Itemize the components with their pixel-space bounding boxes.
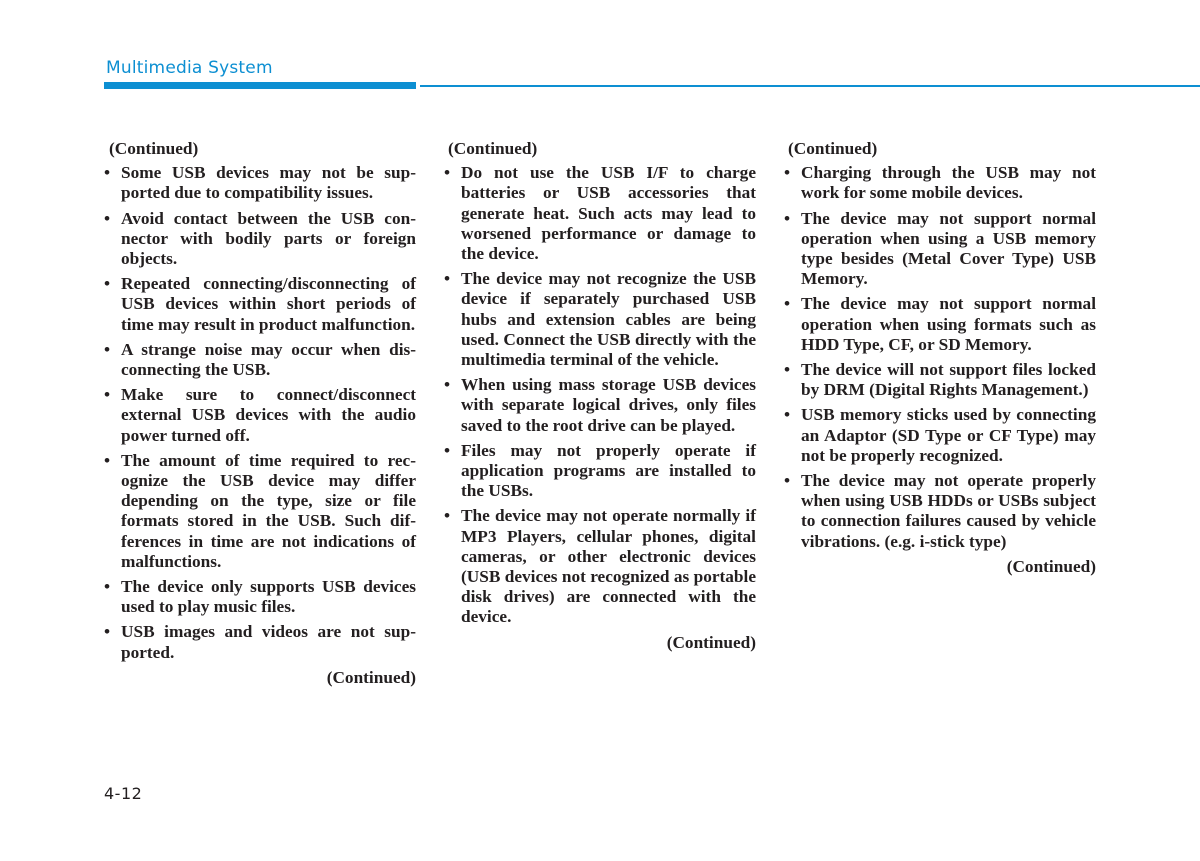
header-accent-bar <box>104 82 416 89</box>
bullet-list <box>104 163 416 663</box>
list-item: • The device may not recognize the USB device if separately purchased USB hubs and extension cables are being used. Connect the USB directly with the multimedia terminal of the vehicle. <box>444 269 756 370</box>
text-column-3 <box>784 139 1096 577</box>
list-item: • Repeated connecting/disconnecting of USB devices within short periods of time may result in product malfunction. <box>104 274 416 335</box>
continued-label-top: (Continued) <box>448 139 538 158</box>
list-item: • USB memory sticks used by connecting an Adaptor (SD Type or CF Type) may not be properly recognized. <box>784 405 1096 466</box>
header-rule <box>420 85 1200 87</box>
list-item: • The device may not operate properly when using USB HDDs or USBs subject to connection failures caused by vehicle vibrations. (e.g. i-stick type) <box>784 471 1096 552</box>
list-item: • When using mass storage USB devices with separate logical drives, only files saved to the root drive can be played. <box>444 375 756 436</box>
list-item: • Avoid contact between the USB connector with bodily parts or foreign objects. <box>104 209 416 270</box>
list-item: • Make sure to connect/disconnect external USB devices with the audio power turned off. <box>104 385 416 446</box>
bullet-list <box>444 163 756 627</box>
list-item: • Files may not properly operate if application programs are installed to the USBs. <box>444 441 756 502</box>
text-column-1 <box>104 139 416 688</box>
list-item: • The device only supports USB devices used to play music files. <box>104 577 416 617</box>
list-item: • The device will not support files locked by DRM (Digital Rights Management.) <box>784 360 1096 400</box>
list-item: • The amount of time required to recognize the USB device may differ depending on the type, size or file formats stored in the USB. Such differences in time are not indications of malfunctions. <box>104 451 416 572</box>
list-item: • Some USB devices may not be supported due to compatibility issues. <box>104 163 416 203</box>
section-title: Multimedia System <box>106 58 273 78</box>
list-item: • USB images and videos are not supported. <box>104 622 416 662</box>
continued-label-top: (Continued) <box>109 139 199 158</box>
continued-label-bottom: (Continued) <box>326 667 416 687</box>
list-item: • The device may not operate normally if MP3 Players, cellular phones, digital cameras, or other electronic devices (USB devices not recognized as portable disk drives) are connected with the device. <box>444 506 756 627</box>
list-item: • A strange noise may occur when disconnecting the USB. <box>104 340 416 380</box>
continued-label-bottom: (Continued) <box>666 632 756 652</box>
bullet-list <box>784 163 1096 552</box>
list-item: • Do not use the USB I/F to charge batteries or USB accessories that generate heat. Such acts may lead to worsened performance or damage to the device. <box>444 163 756 264</box>
list-item: • The device may not support normal operation when using formats such as HDD Type, CF, or SD Memory. <box>784 294 1096 355</box>
text-column-2 <box>444 139 756 653</box>
list-item: • Charging through the USB may not work for some mobile devices. <box>784 163 1096 203</box>
continued-label-bottom: (Continued) <box>1006 556 1096 576</box>
list-item: • The device may not support normal operation when using a USB memory type besides (Metal Cover Type) USB Memory. <box>784 209 1096 290</box>
continued-label-top: (Continued) <box>788 139 878 158</box>
page-number: 4-12 <box>104 784 143 803</box>
